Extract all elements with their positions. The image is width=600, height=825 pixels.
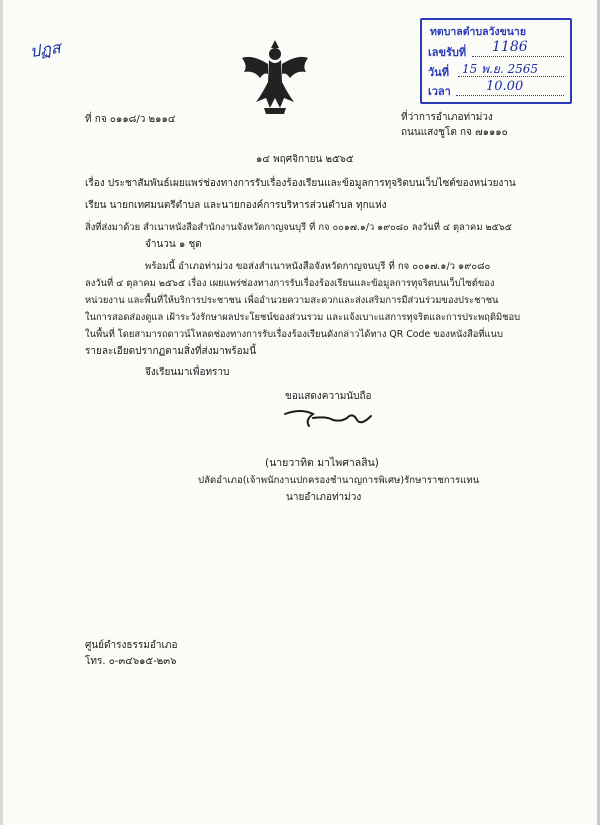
enclosure-quantity: จำนวน ๑ ชุด [145,239,202,250]
body-line-4: ในการสอดส่องดูแล เฝ้าระวังรักษาผลประโยชน์ของส่วนรวม และแจ้งเบาะแสการทุจริตและการประพฤติมิชอบ [85,312,521,323]
office-name: ที่ว่าการอำเภอท่าม่วง [401,112,493,123]
body-line-2: ลงวันที่ ๔ ตุลาคม ๒๕๖๕ เรื่อง เผยแพร่ช่องทางการรับเรื่องร้องเรียนและข้อมูลการทุจริตบนเว็บไซต์ของ [85,278,495,289]
regards: ขอแสดงความนับถือ [285,391,372,402]
footer-unit: ศูนย์ดำรงธรรมอำเภอ [85,640,178,651]
office-address: ถนนแสงชูโต กจ ๗๑๑๑๐ [401,127,508,138]
stamp-date-value: 15 พ.ย. 2565 [462,62,539,76]
stamp-time-value: 10.00 [486,79,524,94]
body-line-5: ในพื้นที่ โดยสามารถดาวน์โหลดช่องทางการรับเรื่องร้องเรียนดังกล่าวได้ทาง QR Code ของหนังสือที่แนบ [85,329,503,340]
stamp-receive-no-value: 1186 [492,39,528,55]
enclosure-line: สิ่งที่ส่งมาด้วย สำเนาหนังสือสำนักงานจังหวัดกาญจนบุรี ที่ กจ ๐๐๑๗.๑/ว ๑๙๐๘๐ ลงวันที่ ๔ ตุลาคม ๒๕๖๕ [85,222,512,233]
recipient-line: เรียน นายกเทศมนตรีตำบล และนายกองค์การบริหารส่วนตำบล ทุกแห่ง [85,200,387,211]
signer-title: ปลัดอำเภอ(เจ้าพนักงานปกครองชำนาญการพิเศษ)รักษาราชการแทน [198,475,480,486]
closing-request: จึงเรียนมาเพื่อทราบ [145,367,230,378]
subject-line: เรื่อง ประชาสัมพันธ์เผยแพร่ช่องทางการรับเรื่องร้องเรียนและข้อมูลการทุจริตบนเว็บไซต์ของหน่วยงาน [85,178,516,189]
stamp-date-label: วันที่ [428,66,449,79]
left-page-edge [0,0,3,825]
receipt-stamp [420,18,572,104]
body-line-3: หน่วยงาน และพื้นที่ให้บริการประชาชน เพื่ออำนวยความสะดวกและส่งเสริมการมีส่วนร่วมของประชาชน [85,295,499,306]
footer-telephone: โทร. ๐-๓๔๖๑๕-๒๓๖ [85,656,177,667]
signer-office: นายอำเภอท่าม่วง [286,492,362,503]
signature-mark [283,406,378,432]
body-line-6: รายละเอียดปรากฏตามสิ่งที่ส่งมาพร้อมนี้ [85,346,257,357]
stamp-title: ทตบาลตำบลวังขนาย [430,26,526,38]
handwritten-annotation: ปฏส [28,37,62,62]
garuda-emblem-icon [238,36,312,116]
body-line-1: พร้อมนี้ อำเภอท่าม่วง ขอส่งสำเนาหนังสือจังหวัดกาญจนบุรี ที่ กจ ๐๐๑๗.๑/ว ๑๙๐๘๐ [145,261,491,272]
reference-number: ที่ กจ ๐๑๑๘/ว ๒๑๑๔ [85,114,176,125]
stamp-time-label: เวลา [428,85,451,98]
letter-date: ๑๔ พฤศจิกายน ๒๕๖๕ [256,154,354,165]
signer-name: (นายวาทิต มาไพศาลสิน) [265,457,379,469]
stamp-receive-no-label: เลขรับที่ [428,46,467,59]
